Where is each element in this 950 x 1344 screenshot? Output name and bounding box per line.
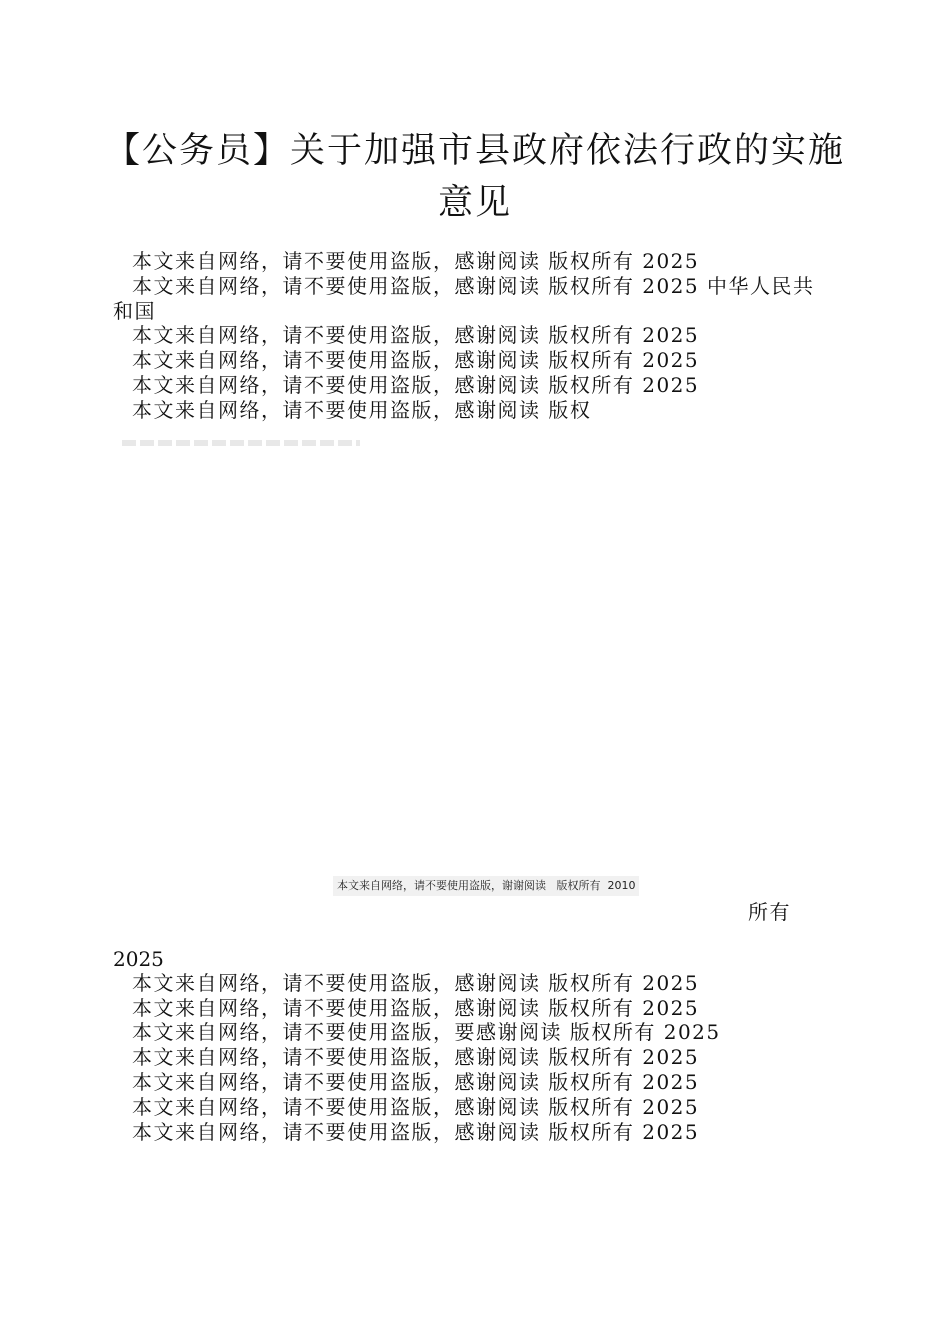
text-fragment: 所有: [748, 900, 791, 924]
text-line: 本文来自网络，请不要使用盗版，感谢阅读 版权所有 2025: [132, 1045, 700, 1069]
year-text: 2025: [113, 947, 164, 971]
text-line: 本文来自网络，请不要使用盗版，感谢阅读 版权所有 2025 中华人民共: [132, 274, 815, 298]
text-line: 本文来自网络，请不要使用盗版，感谢阅读 版权所有 2025: [132, 971, 700, 995]
text-line: 本文来自网络，请不要使用盗版，感谢阅读 版权所有 2025: [132, 1070, 700, 1094]
text-line: 本文来自网络，请不要使用盗版，感谢阅读 版权: [132, 398, 592, 422]
document-title-line-1: 【公务员】关于加强市县政府依法行政的实施: [104, 131, 845, 171]
text-line: 本文来自网络，请不要使用盗版，感谢阅读 版权所有 2025: [132, 348, 700, 372]
text-line: 本文来自网络，请不要使用盗版，感谢阅读 版权所有 2025: [132, 323, 700, 347]
text-line: 和国: [113, 299, 156, 323]
text-line: 本文来自网络，请不要使用盗版，感谢阅读 版权所有 2025: [132, 373, 700, 397]
watermark-stamp: 本文来自网络，请不要使用盗版，谢谢阅读 版权所有 2010: [333, 876, 639, 896]
faded-text-strip: [122, 440, 360, 446]
text-line: 本文来自网络，请不要使用盗版，要感谢阅读 版权所有 2025: [132, 1020, 721, 1044]
document-title-line-2: 意见: [437, 183, 512, 223]
text-line: 本文来自网络，请不要使用盗版，感谢阅读 版权所有 2025: [132, 249, 700, 273]
text-line: 本文来自网络，请不要使用盗版，感谢阅读 版权所有 2025: [132, 1095, 700, 1119]
text-line: 本文来自网络，请不要使用盗版，感谢阅读 版权所有 2025: [132, 996, 700, 1020]
text-line: 本文来自网络，请不要使用盗版，感谢阅读 版权所有 2025: [132, 1120, 700, 1144]
